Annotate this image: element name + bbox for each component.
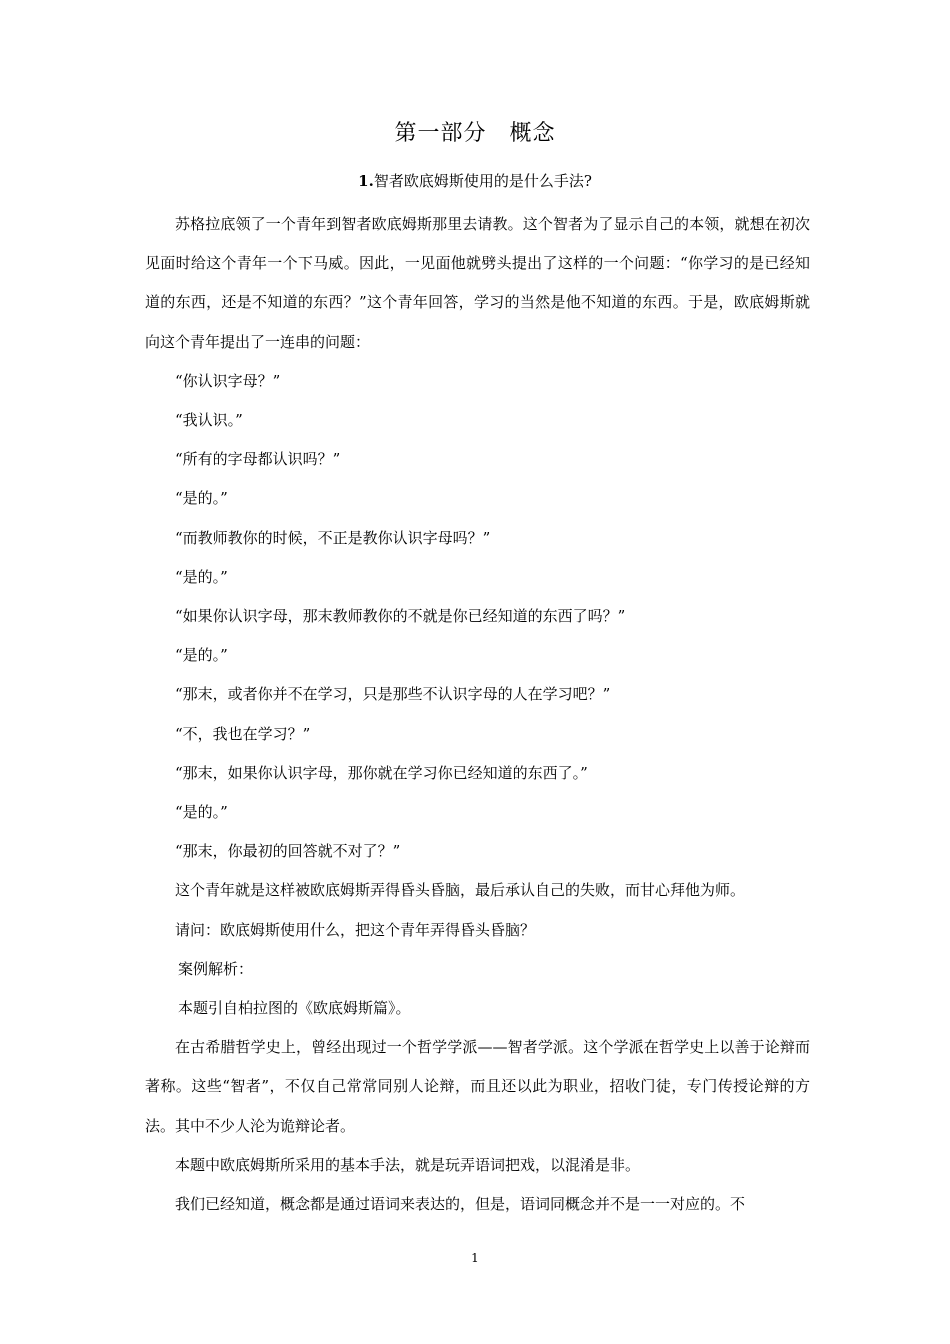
case-source: 本题引自柏拉图的《欧底姆斯篇》。	[178, 999, 411, 1018]
dialog-line: “是的。”	[175, 646, 228, 665]
question-title-text: 智者欧底姆斯使用的是什么手法?	[373, 172, 592, 190]
paragraph: 苏格拉底领了一个青年到智者欧底姆斯那里去请教。这个智者为了显示自己的本领，就想在初次见面时给这个青年一个下马威。因此，一见面他就劈头提出了这样的一个问题：“你学习的是已经知道的东西，还是不知道的东西？”这个青年回答，学习的当然是他不知道的东西。于是，欧底姆斯就向这个青年提出了一连串的问题：	[145, 215, 810, 351]
dialog-line: “是的。”	[175, 489, 228, 508]
dialog-line: “如果你认识字母，那末教师教你的不就是你已经知道的东西了吗？”	[175, 607, 626, 626]
dialog-line: “不，我也在学习？”	[175, 724, 311, 743]
dialog-line: “你认识字母？”	[175, 371, 281, 390]
paragraph: 这个青年就是这样被欧底姆斯弄得昏头昏脑，最后承认自己的失败，而甘心拜他为师。	[175, 881, 746, 900]
dialog-line: “是的。”	[175, 567, 228, 586]
paragraph: 本题中欧底姆斯所采用的基本手法，就是玩弄语词把戏，以混淆是非。	[175, 1155, 641, 1174]
body-text	[145, 205, 810, 1224]
dialog-line: “我认识。”	[175, 411, 243, 430]
dialog-line: “而教师教你的时候，不正是教你认识字母吗？”	[175, 528, 491, 547]
dialog-line: “那末，或者你并不在学习，只是那些不认识字母的人在学习吧？”	[175, 685, 611, 704]
dialog-line: “是的。”	[175, 803, 228, 822]
case-heading: 案例解析：	[178, 959, 254, 978]
dialog-line: “那末，你最初的回答就不对了？”	[175, 842, 401, 861]
dialog-line: “那末，如果你认识字母，那你就在学习你已经知道的东西了。”	[175, 763, 588, 782]
paragraph: 我们已经知道，概念都是通过语词来表达的，但是，语词同概念并不是一一对应的。不	[175, 1195, 746, 1214]
paragraph: 在古希腊哲学史上，曾经出现过一个哲学学派——智者学派。这个学派在哲学史上以善于论辩而著称。这些“智者”，不仅自己常常同别人论辩，而且还以此为职业，招收门徒，专门传授论辩的方法。其中不少人沦为诡辩论者。	[145, 1038, 810, 1135]
page-number: 1	[471, 1251, 479, 1265]
part-title: 第一部分 概念	[394, 121, 556, 146]
dialog-line: “所有的字母都认识吗？”	[175, 450, 341, 469]
question-title	[0, 170, 950, 191]
question-number: 1.	[358, 172, 374, 190]
paragraph: 请问：欧底姆斯使用什么，把这个青年弄得昏头昏脑？	[175, 920, 536, 939]
